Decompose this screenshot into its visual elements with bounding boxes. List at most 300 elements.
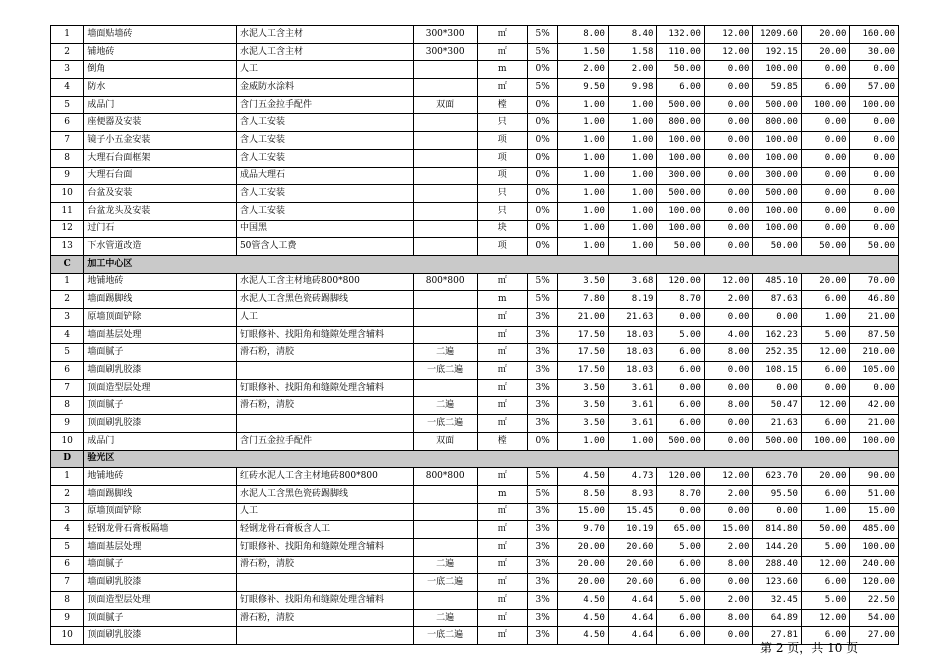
cell-labor-price: 8.00 bbox=[704, 344, 753, 362]
cell-desc: 钉眼修补、找阳角和缝隙处理含辅料 bbox=[236, 379, 413, 397]
cell-mat-total: 1209.60 bbox=[753, 26, 802, 44]
cell-mat-price: 120.00 bbox=[657, 468, 705, 486]
cell-name: 顶面刷乳胶漆 bbox=[84, 627, 237, 645]
cell-mat-total: 500.00 bbox=[753, 432, 802, 450]
cell-loss: 3% bbox=[528, 362, 558, 380]
cell-labor-total: 0.00 bbox=[850, 379, 899, 397]
cell-adj-qty: 1.00 bbox=[608, 202, 657, 220]
cell-mat-total: 192.15 bbox=[753, 43, 802, 61]
cell-loss: 5% bbox=[528, 273, 558, 291]
cell-no: 2 bbox=[51, 291, 84, 309]
cell-no: 10 bbox=[51, 432, 84, 450]
cell-mat-price: 500.00 bbox=[657, 96, 705, 114]
cell-labor-total: 70.00 bbox=[850, 273, 899, 291]
cell-labor-price: 0.00 bbox=[704, 167, 753, 185]
cell-unit: ㎡ bbox=[477, 556, 528, 574]
cell-qty: 20.00 bbox=[558, 556, 609, 574]
cell-adj-qty: 1.00 bbox=[608, 132, 657, 150]
cell-no: 1 bbox=[51, 273, 84, 291]
cell-qty: 8.50 bbox=[558, 485, 609, 503]
cell-desc: 50管含人工费 bbox=[236, 238, 413, 256]
cell-qty: 17.50 bbox=[558, 344, 609, 362]
cell-adj-qty: 2.00 bbox=[608, 61, 657, 79]
table-row bbox=[51, 273, 899, 291]
cell-adj-qty: 3.61 bbox=[608, 397, 657, 415]
cell-labor-unit: 1.00 bbox=[801, 503, 850, 521]
cell-adj-qty: 1.58 bbox=[608, 43, 657, 61]
cell-mat-total: 32.45 bbox=[753, 592, 802, 610]
cell-loss: 0% bbox=[528, 132, 558, 150]
cell-spec: 二遍 bbox=[413, 344, 477, 362]
cell-labor-unit: 20.00 bbox=[801, 273, 850, 291]
cell-desc bbox=[236, 362, 413, 380]
cell-no: 6 bbox=[51, 362, 84, 380]
cell-desc: 红砖水泥人工含主材地砖800*800 bbox=[236, 468, 413, 486]
cell-labor-unit: 0.00 bbox=[801, 132, 850, 150]
cell-spec bbox=[413, 326, 477, 344]
cell-mat-price: 6.00 bbox=[657, 344, 705, 362]
cell-labor-unit: 6.00 bbox=[801, 79, 850, 97]
cell-spec: 双面 bbox=[413, 96, 477, 114]
cell-unit: 樘 bbox=[477, 96, 528, 114]
cell-mat-total: 59.85 bbox=[753, 79, 802, 97]
cell-name: 墙面基层处理 bbox=[84, 326, 237, 344]
cell-adj-qty: 3.61 bbox=[608, 415, 657, 433]
cell-name: 大理石台面框架 bbox=[84, 149, 237, 167]
cell-labor-unit: 20.00 bbox=[801, 26, 850, 44]
cell-labor-price: 8.00 bbox=[704, 397, 753, 415]
cell-mat-total: 0.00 bbox=[753, 309, 802, 327]
cell-labor-unit: 6.00 bbox=[801, 574, 850, 592]
cell-qty: 20.00 bbox=[558, 574, 609, 592]
table-row bbox=[51, 574, 899, 592]
table-row bbox=[51, 185, 899, 203]
cell-mat-price: 100.00 bbox=[657, 149, 705, 167]
cell-labor-unit: 50.00 bbox=[801, 238, 850, 256]
cell-name: 台盆及安装 bbox=[84, 185, 237, 203]
cell-desc: 含门五金拉手配件 bbox=[236, 432, 413, 450]
cell-adj-qty: 18.03 bbox=[608, 362, 657, 380]
cell-qty: 3.50 bbox=[558, 379, 609, 397]
cell-mat-price: 6.00 bbox=[657, 556, 705, 574]
cell-mat-price: 6.00 bbox=[657, 362, 705, 380]
cell-adj-qty: 8.40 bbox=[608, 26, 657, 44]
cell-labor-price: 0.00 bbox=[704, 61, 753, 79]
quote-table bbox=[50, 25, 899, 645]
table-row bbox=[51, 96, 899, 114]
cell-no: 10 bbox=[51, 185, 84, 203]
section-title: 加工中心区 bbox=[84, 255, 899, 273]
cell-adj-qty: 1.00 bbox=[608, 149, 657, 167]
cell-labor-unit: 100.00 bbox=[801, 432, 850, 450]
cell-name: 成品门 bbox=[84, 432, 237, 450]
cell-labor-total: 120.00 bbox=[850, 574, 899, 592]
cell-loss: 0% bbox=[528, 185, 558, 203]
cell-mat-price: 100.00 bbox=[657, 202, 705, 220]
cell-unit: ㎡ bbox=[477, 79, 528, 97]
cell-mat-price: 500.00 bbox=[657, 432, 705, 450]
table-row bbox=[51, 26, 899, 44]
cell-mat-price: 5.00 bbox=[657, 326, 705, 344]
cell-loss: 3% bbox=[528, 609, 558, 627]
cell-desc bbox=[236, 627, 413, 645]
cell-no: 7 bbox=[51, 379, 84, 397]
cell-labor-unit: 0.00 bbox=[801, 185, 850, 203]
cell-adj-qty: 8.93 bbox=[608, 485, 657, 503]
cell-labor-unit: 0.00 bbox=[801, 202, 850, 220]
cell-no: 6 bbox=[51, 556, 84, 574]
cell-loss: 3% bbox=[528, 627, 558, 645]
cell-adj-qty: 1.00 bbox=[608, 238, 657, 256]
cell-spec bbox=[413, 202, 477, 220]
cell-loss: 5% bbox=[528, 468, 558, 486]
cell-mat-price: 0.00 bbox=[657, 379, 705, 397]
table-row bbox=[51, 379, 899, 397]
cell-mat-total: 288.40 bbox=[753, 556, 802, 574]
cell-labor-unit: 50.00 bbox=[801, 521, 850, 539]
cell-no: 2 bbox=[51, 485, 84, 503]
cell-labor-price: 2.00 bbox=[704, 592, 753, 610]
cell-labor-total: 0.00 bbox=[850, 220, 899, 238]
cell-spec bbox=[413, 238, 477, 256]
table-row bbox=[51, 114, 899, 132]
cell-mat-price: 6.00 bbox=[657, 397, 705, 415]
cell-name: 墙面贴墙砖 bbox=[84, 26, 237, 44]
cell-labor-total: 22.50 bbox=[850, 592, 899, 610]
cell-spec: 一底二遍 bbox=[413, 574, 477, 592]
cell-labor-total: 0.00 bbox=[850, 185, 899, 203]
cell-labor-unit: 6.00 bbox=[801, 362, 850, 380]
cell-labor-price: 0.00 bbox=[704, 96, 753, 114]
cell-adj-qty: 4.64 bbox=[608, 609, 657, 627]
cell-qty: 1.00 bbox=[558, 185, 609, 203]
cell-spec bbox=[413, 220, 477, 238]
cell-mat-total: 100.00 bbox=[753, 149, 802, 167]
cell-loss: 0% bbox=[528, 220, 558, 238]
cell-unit: ㎡ bbox=[477, 362, 528, 380]
cell-labor-price: 0.00 bbox=[704, 503, 753, 521]
cell-loss: 0% bbox=[528, 114, 558, 132]
table-row bbox=[51, 397, 899, 415]
cell-labor-unit: 6.00 bbox=[801, 627, 850, 645]
cell-labor-total: 0.00 bbox=[850, 114, 899, 132]
cell-unit: ㎡ bbox=[477, 26, 528, 44]
cell-name: 过门石 bbox=[84, 220, 237, 238]
cell-spec bbox=[413, 79, 477, 97]
cell-spec bbox=[413, 592, 477, 610]
cell-labor-total: 21.00 bbox=[850, 415, 899, 433]
cell-unit: ㎡ bbox=[477, 503, 528, 521]
cell-mat-price: 65.00 bbox=[657, 521, 705, 539]
cell-qty: 4.50 bbox=[558, 468, 609, 486]
cell-spec: 800*800 bbox=[413, 468, 477, 486]
cell-no: 1 bbox=[51, 468, 84, 486]
table-row bbox=[51, 167, 899, 185]
cell-no: 6 bbox=[51, 114, 84, 132]
cell-labor-total: 27.00 bbox=[850, 627, 899, 645]
cell-no: 5 bbox=[51, 344, 84, 362]
cell-qty: 1.00 bbox=[558, 238, 609, 256]
cell-mat-price: 5.00 bbox=[657, 592, 705, 610]
cell-unit: m bbox=[477, 485, 528, 503]
cell-no: 4 bbox=[51, 326, 84, 344]
cell-labor-total: 100.00 bbox=[850, 432, 899, 450]
cell-name: 镜子小五金安装 bbox=[84, 132, 237, 150]
cell-loss: 5% bbox=[528, 43, 558, 61]
cell-desc: 人工 bbox=[236, 61, 413, 79]
cell-loss: 3% bbox=[528, 503, 558, 521]
cell-no: 13 bbox=[51, 238, 84, 256]
cell-name: 防水 bbox=[84, 79, 237, 97]
cell-adj-qty: 4.64 bbox=[608, 592, 657, 610]
cell-labor-price: 4.00 bbox=[704, 326, 753, 344]
cell-no: 12 bbox=[51, 220, 84, 238]
cell-desc: 钉眼修补、找阳角和缝隙处理含辅料 bbox=[236, 326, 413, 344]
cell-labor-total: 42.00 bbox=[850, 397, 899, 415]
cell-desc: 含人工安装 bbox=[236, 202, 413, 220]
cell-labor-price: 0.00 bbox=[704, 220, 753, 238]
cell-labor-total: 100.00 bbox=[850, 96, 899, 114]
cell-mat-total: 162.23 bbox=[753, 326, 802, 344]
cell-name: 成品门 bbox=[84, 96, 237, 114]
cell-desc: 滑石粉，清胶 bbox=[236, 609, 413, 627]
cell-unit: ㎡ bbox=[477, 592, 528, 610]
cell-name: 倒角 bbox=[84, 61, 237, 79]
cell-qty: 1.00 bbox=[558, 432, 609, 450]
cell-desc: 滑石粉，清胶 bbox=[236, 397, 413, 415]
cell-spec: 二遍 bbox=[413, 397, 477, 415]
cell-no: 3 bbox=[51, 309, 84, 327]
cell-desc: 水泥人工含黑色瓷砖踢脚线 bbox=[236, 291, 413, 309]
cell-desc: 金威防水涂料 bbox=[236, 79, 413, 97]
table-row bbox=[51, 432, 899, 450]
cell-name: 墙面刷乳胶漆 bbox=[84, 362, 237, 380]
cell-labor-total: 0.00 bbox=[850, 149, 899, 167]
cell-qty: 21.00 bbox=[558, 309, 609, 327]
cell-adj-qty: 4.73 bbox=[608, 468, 657, 486]
cell-mat-price: 100.00 bbox=[657, 220, 705, 238]
cell-mat-total: 252.35 bbox=[753, 344, 802, 362]
cell-mat-total: 64.89 bbox=[753, 609, 802, 627]
cell-desc: 水泥人工含主材地砖800*800 bbox=[236, 273, 413, 291]
cell-mat-total: 27.81 bbox=[753, 627, 802, 645]
cell-mat-total: 50.47 bbox=[753, 397, 802, 415]
cell-no: 9 bbox=[51, 167, 84, 185]
cell-labor-total: 100.00 bbox=[850, 538, 899, 556]
cell-name: 墙面腻子 bbox=[84, 344, 237, 362]
page-footer: 第 2 页，共 10 页 bbox=[760, 641, 859, 655]
cell-no: 1 bbox=[51, 26, 84, 44]
cell-qty: 8.00 bbox=[558, 26, 609, 44]
cell-qty: 3.50 bbox=[558, 397, 609, 415]
cell-mat-price: 6.00 bbox=[657, 627, 705, 645]
cell-desc: 水泥人工含主材 bbox=[236, 26, 413, 44]
table-row bbox=[51, 538, 899, 556]
cell-loss: 5% bbox=[528, 485, 558, 503]
section-code: D bbox=[51, 450, 84, 468]
table-row bbox=[51, 485, 899, 503]
cell-qty: 20.00 bbox=[558, 538, 609, 556]
cell-labor-unit: 20.00 bbox=[801, 468, 850, 486]
cell-loss: 3% bbox=[528, 379, 558, 397]
table-row bbox=[51, 362, 899, 380]
cell-labor-price: 0.00 bbox=[704, 114, 753, 132]
cell-labor-unit: 1.00 bbox=[801, 309, 850, 327]
cell-no: 3 bbox=[51, 503, 84, 521]
cell-labor-total: 0.00 bbox=[850, 61, 899, 79]
cell-name: 墙面踢脚线 bbox=[84, 291, 237, 309]
cell-loss: 3% bbox=[528, 521, 558, 539]
cell-qty: 3.50 bbox=[558, 415, 609, 433]
cell-unit: ㎡ bbox=[477, 574, 528, 592]
cell-no: 9 bbox=[51, 609, 84, 627]
cell-desc: 滑石粉，清胶 bbox=[236, 556, 413, 574]
cell-adj-qty: 1.00 bbox=[608, 114, 657, 132]
table-row bbox=[51, 202, 899, 220]
table-row bbox=[51, 132, 899, 150]
cell-loss: 5% bbox=[528, 291, 558, 309]
cell-labor-total: 0.00 bbox=[850, 132, 899, 150]
cell-labor-price: 12.00 bbox=[704, 468, 753, 486]
cell-loss: 0% bbox=[528, 238, 558, 256]
cell-no: 3 bbox=[51, 61, 84, 79]
cell-labor-unit: 12.00 bbox=[801, 344, 850, 362]
cell-labor-total: 87.50 bbox=[850, 326, 899, 344]
cell-labor-price: 0.00 bbox=[704, 185, 753, 203]
cell-mat-total: 100.00 bbox=[753, 132, 802, 150]
cell-spec bbox=[413, 485, 477, 503]
cell-no: 7 bbox=[51, 574, 84, 592]
cell-spec bbox=[413, 538, 477, 556]
cell-qty: 17.50 bbox=[558, 362, 609, 380]
cell-mat-total: 100.00 bbox=[753, 61, 802, 79]
cell-spec bbox=[413, 309, 477, 327]
cell-mat-total: 500.00 bbox=[753, 96, 802, 114]
cell-unit: m bbox=[477, 291, 528, 309]
cell-mat-total: 50.00 bbox=[753, 238, 802, 256]
cell-qty: 7.80 bbox=[558, 291, 609, 309]
cell-labor-price: 2.00 bbox=[704, 538, 753, 556]
cell-desc bbox=[236, 415, 413, 433]
cell-name: 顶面造型层处理 bbox=[84, 592, 237, 610]
cell-name: 原墙顶面铲除 bbox=[84, 503, 237, 521]
cell-spec bbox=[413, 61, 477, 79]
cell-name: 顶面腻子 bbox=[84, 609, 237, 627]
cell-labor-total: 57.00 bbox=[850, 79, 899, 97]
cell-labor-total: 46.80 bbox=[850, 291, 899, 309]
cell-adj-qty: 1.00 bbox=[608, 185, 657, 203]
cell-labor-unit: 0.00 bbox=[801, 61, 850, 79]
cell-loss: 3% bbox=[528, 397, 558, 415]
cell-adj-qty: 18.03 bbox=[608, 326, 657, 344]
cell-name: 铺地砖 bbox=[84, 43, 237, 61]
cell-name: 顶面刷乳胶漆 bbox=[84, 415, 237, 433]
cell-mat-price: 500.00 bbox=[657, 185, 705, 203]
cell-no: 4 bbox=[51, 79, 84, 97]
cell-loss: 3% bbox=[528, 538, 558, 556]
cell-name: 地铺地砖 bbox=[84, 273, 237, 291]
cell-loss: 3% bbox=[528, 415, 558, 433]
cell-labor-total: 21.00 bbox=[850, 309, 899, 327]
cell-adj-qty: 1.00 bbox=[608, 220, 657, 238]
table-row bbox=[51, 220, 899, 238]
cell-loss: 5% bbox=[528, 79, 558, 97]
cell-spec: 二遍 bbox=[413, 556, 477, 574]
cell-mat-total: 144.20 bbox=[753, 538, 802, 556]
cell-unit: ㎡ bbox=[477, 538, 528, 556]
cell-unit: ㎡ bbox=[477, 326, 528, 344]
cell-loss: 0% bbox=[528, 61, 558, 79]
cell-qty: 9.70 bbox=[558, 521, 609, 539]
cell-name: 地铺地砖 bbox=[84, 468, 237, 486]
cell-labor-unit: 0.00 bbox=[801, 149, 850, 167]
cell-qty: 17.50 bbox=[558, 326, 609, 344]
cell-unit: ㎡ bbox=[477, 309, 528, 327]
section-code: C bbox=[51, 255, 84, 273]
cell-mat-total: 485.10 bbox=[753, 273, 802, 291]
cell-unit: 只 bbox=[477, 202, 528, 220]
cell-mat-price: 6.00 bbox=[657, 415, 705, 433]
cell-loss: 3% bbox=[528, 574, 558, 592]
cell-spec: 800*800 bbox=[413, 273, 477, 291]
cell-desc: 含人工安装 bbox=[236, 132, 413, 150]
cell-unit: ㎡ bbox=[477, 468, 528, 486]
cell-loss: 3% bbox=[528, 344, 558, 362]
cell-unit: 樘 bbox=[477, 432, 528, 450]
cell-labor-unit: 0.00 bbox=[801, 220, 850, 238]
cell-name: 墙面刷乳胶漆 bbox=[84, 574, 237, 592]
cell-no: 7 bbox=[51, 132, 84, 150]
cell-unit: ㎡ bbox=[477, 397, 528, 415]
cell-unit: ㎡ bbox=[477, 379, 528, 397]
cell-no: 8 bbox=[51, 592, 84, 610]
cell-labor-price: 0.00 bbox=[704, 202, 753, 220]
cell-labor-unit: 6.00 bbox=[801, 415, 850, 433]
cell-adj-qty: 3.68 bbox=[608, 273, 657, 291]
cell-qty: 1.00 bbox=[558, 167, 609, 185]
table-row bbox=[51, 521, 899, 539]
cell-labor-total: 90.00 bbox=[850, 468, 899, 486]
cell-desc: 成品大理石 bbox=[236, 167, 413, 185]
cell-loss: 0% bbox=[528, 202, 558, 220]
cell-name: 顶面造型层处理 bbox=[84, 379, 237, 397]
cell-unit: 项 bbox=[477, 238, 528, 256]
cell-qty: 2.00 bbox=[558, 61, 609, 79]
cell-labor-price: 0.00 bbox=[704, 362, 753, 380]
cell-labor-price: 15.00 bbox=[704, 521, 753, 539]
cell-desc: 中国黑 bbox=[236, 220, 413, 238]
cell-name: 原墙顶面铲除 bbox=[84, 309, 237, 327]
table-row bbox=[51, 149, 899, 167]
cell-qty: 1.00 bbox=[558, 149, 609, 167]
cell-loss: 3% bbox=[528, 309, 558, 327]
table-row bbox=[51, 79, 899, 97]
cell-mat-total: 500.00 bbox=[753, 185, 802, 203]
cell-labor-price: 8.00 bbox=[704, 556, 753, 574]
cell-qty: 1.50 bbox=[558, 43, 609, 61]
cell-mat-total: 108.15 bbox=[753, 362, 802, 380]
cell-unit: ㎡ bbox=[477, 43, 528, 61]
cell-no: 8 bbox=[51, 397, 84, 415]
cell-spec bbox=[413, 521, 477, 539]
cell-labor-total: 0.00 bbox=[850, 202, 899, 220]
cell-no: 9 bbox=[51, 415, 84, 433]
cell-spec bbox=[413, 503, 477, 521]
cell-no: 4 bbox=[51, 521, 84, 539]
cell-no: 10 bbox=[51, 627, 84, 645]
cell-no: 5 bbox=[51, 96, 84, 114]
cell-spec: 300*300 bbox=[413, 26, 477, 44]
